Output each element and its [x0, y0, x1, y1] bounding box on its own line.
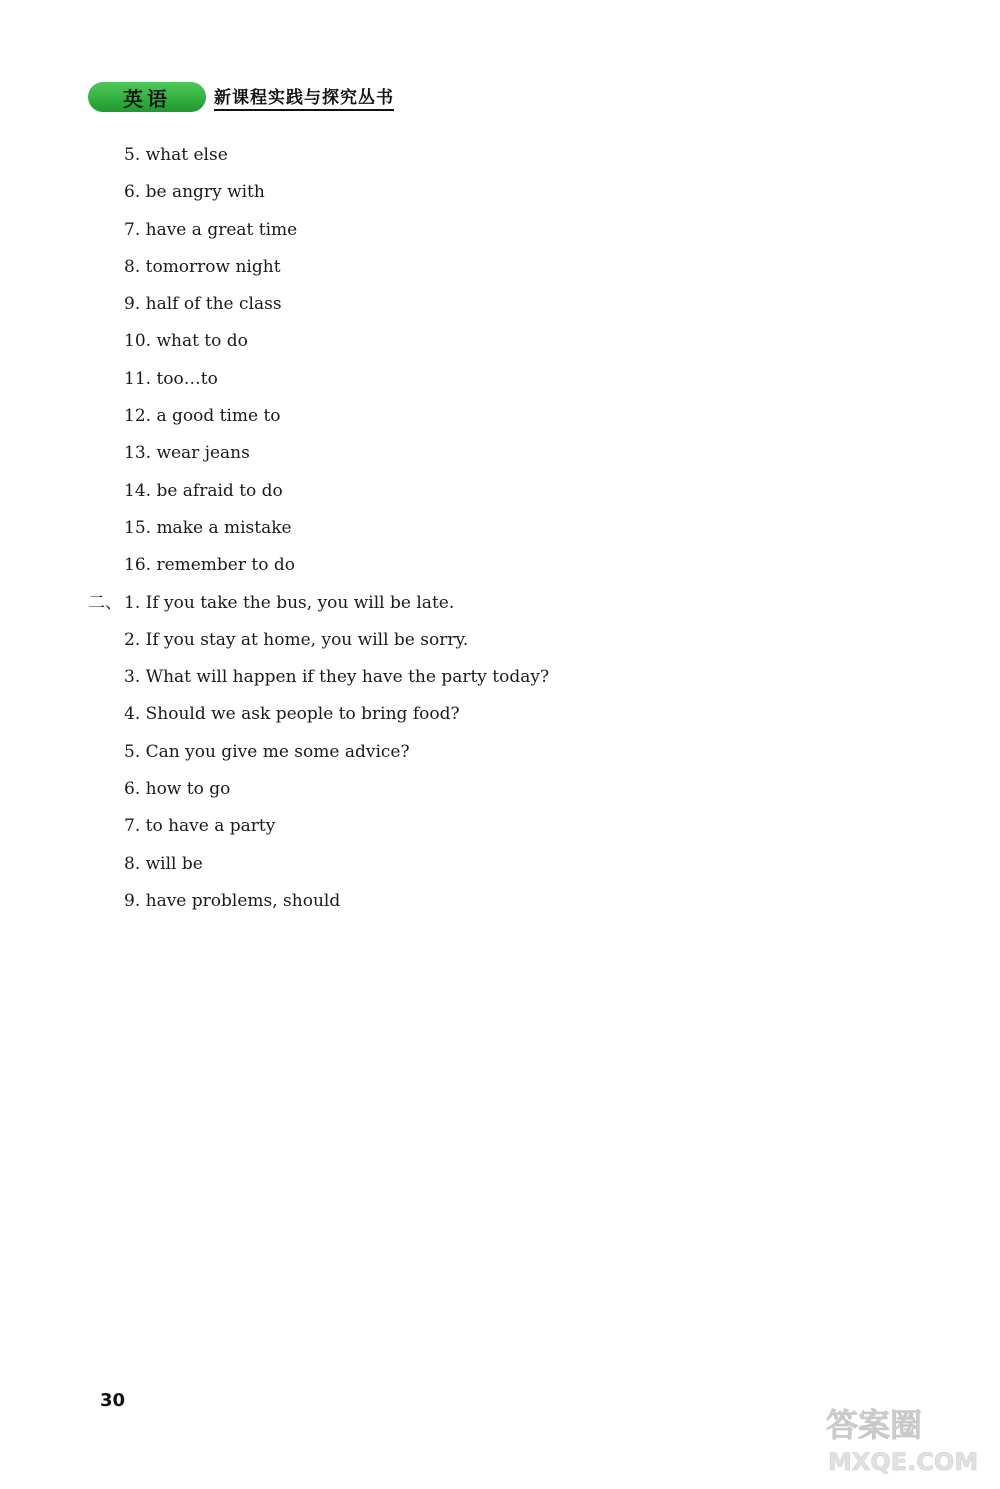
answer-item: [88, 662, 549, 699]
answer-item: [88, 215, 549, 252]
watermark-logo: [820, 1400, 990, 1480]
answer-item: [88, 438, 549, 475]
answer-text: 8. tomorrow night: [124, 256, 281, 277]
answer-text: 15. make a mistake: [124, 517, 292, 538]
answer-item: [88, 401, 549, 438]
answer-item: [88, 513, 549, 550]
answer-item: [88, 588, 549, 625]
answer-item: [88, 364, 549, 401]
watermark-text-top: 答案圈: [826, 1406, 923, 1444]
page-number: 30: [100, 1390, 126, 1411]
answer-text: 16. remember to do: [124, 555, 295, 576]
answer-text: 2. If you stay at home, you will be sorry.: [124, 629, 469, 650]
answer-text: 13. wear jeans: [124, 443, 250, 464]
answer-text: 3. What will happen if they have the party today?: [124, 667, 550, 688]
answer-item: [88, 177, 549, 214]
answer-text: 4. Should we ask people to bring food?: [124, 704, 460, 725]
answer-text: 5. Can you give me some advice?: [124, 741, 410, 762]
answer-text: 6. how to go: [124, 779, 231, 800]
answer-item: [88, 811, 549, 848]
answer-text: 10. what to do: [124, 331, 248, 352]
answer-text: 11. too…to: [124, 368, 218, 389]
answer-text: 8. will be: [124, 853, 203, 874]
answer-item: [88, 476, 549, 513]
answer-text: 7. to have a party: [124, 816, 276, 837]
answer-item: [88, 774, 549, 811]
answer-text: 9. have problems, should: [124, 890, 341, 911]
answer-text: 6. be angry with: [124, 182, 265, 203]
answer-text: 5. what else: [124, 145, 228, 165]
answer-text: 14. be afraid to do: [124, 480, 283, 501]
answer-item: [88, 326, 549, 363]
answer-item: [88, 849, 549, 886]
answer-item: [88, 625, 549, 662]
answer-item: [88, 699, 549, 736]
answer-item: [88, 252, 549, 289]
answer-text: 7. have a great time: [124, 219, 298, 240]
page-header: [88, 80, 394, 114]
answer-text: 1. If you take the bus, you will be late.: [124, 592, 455, 613]
answer-item: [88, 140, 549, 177]
answer-text: 12. a good time to: [124, 406, 281, 427]
answer-item: [88, 737, 549, 774]
subject-badge: 英语: [88, 82, 206, 112]
answer-item: [88, 550, 549, 587]
series-title: 新课程实践与探究丛书: [214, 83, 394, 111]
answer-item: [88, 886, 549, 923]
answer-list: [88, 140, 549, 923]
answer-item: [88, 289, 549, 326]
section-mark: 二、: [88, 592, 122, 613]
watermark-text-bottom: MXQE.COM: [828, 1448, 979, 1476]
answer-text: 9. half of the class: [124, 294, 282, 315]
